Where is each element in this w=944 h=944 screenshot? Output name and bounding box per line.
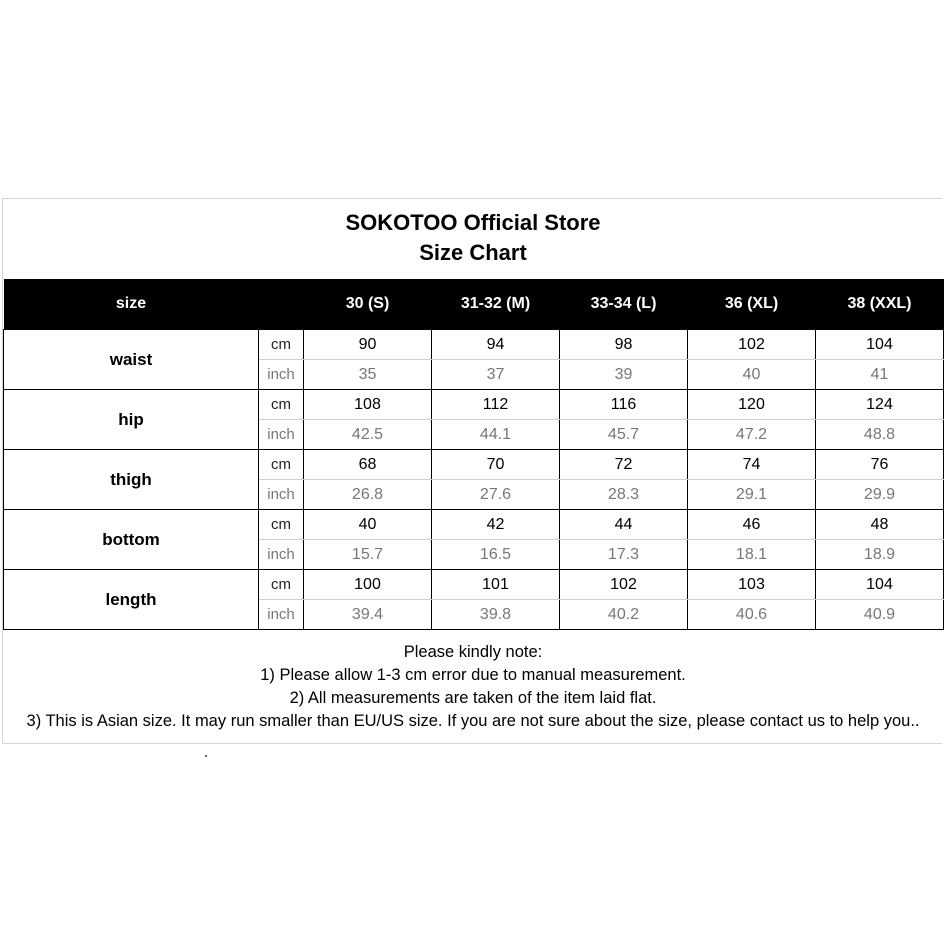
- table-cell: 120: [688, 390, 816, 420]
- row-label-waist: waist: [4, 330, 259, 390]
- table-cell: 116: [560, 390, 688, 420]
- table-header-row: [4, 279, 944, 330]
- table-cell: 40.6: [688, 600, 816, 630]
- table-cell: 104: [816, 570, 944, 600]
- table-row: [4, 450, 944, 480]
- table-cell: 102: [688, 330, 816, 360]
- table-cell: 108: [304, 390, 432, 420]
- table-cell: 16.5: [432, 540, 560, 570]
- unit-inch: inch: [259, 480, 304, 510]
- table-cell: 74: [688, 450, 816, 480]
- unit-inch: inch: [259, 540, 304, 570]
- column-header-size: size: [4, 279, 259, 330]
- table-row: [4, 570, 944, 600]
- table-cell: 103: [688, 570, 816, 600]
- unit-cm: cm: [259, 330, 304, 360]
- note-item-2: 2) All measurements are taken of the item laid flat.: [289, 689, 657, 707]
- table-cell: 68: [304, 450, 432, 480]
- table-cell: 46: [688, 510, 816, 540]
- stray-dot: [205, 755, 207, 757]
- table-cell: 40.9: [816, 600, 944, 630]
- table-cell: 40: [688, 360, 816, 390]
- row-label-length: length: [4, 570, 259, 630]
- table-cell: 37: [432, 360, 560, 390]
- column-header-xl: 36 (XL): [688, 279, 816, 330]
- unit-cm: cm: [259, 450, 304, 480]
- column-header-s: 30 (S): [304, 279, 432, 330]
- table-cell: 44: [560, 510, 688, 540]
- table-cell: 17.3: [560, 540, 688, 570]
- note-item-3: 3) This is Asian size. It may run smaller than EU/US size. If you are not sure about the size, please contact us to help you..: [26, 712, 920, 730]
- table-cell: 48: [816, 510, 944, 540]
- table-cell: 48.8: [816, 420, 944, 450]
- table-cell: 94: [432, 330, 560, 360]
- table-cell: 47.2: [688, 420, 816, 450]
- table-cell: 27.6: [432, 480, 560, 510]
- table-cell: 39: [560, 360, 688, 390]
- column-header-m: 31-32 (M): [432, 279, 560, 330]
- table-body: [4, 330, 944, 630]
- table-cell: 98: [560, 330, 688, 360]
- table-cell: 42: [432, 510, 560, 540]
- row-label-bottom: bottom: [4, 510, 259, 570]
- table-cell: 44.1: [432, 420, 560, 450]
- table-cell: 26.8: [304, 480, 432, 510]
- table-cell: 29.9: [816, 480, 944, 510]
- table-cell: 41: [816, 360, 944, 390]
- table-cell: 104: [816, 330, 944, 360]
- notes-heading: Please kindly note:: [403, 643, 543, 661]
- table-cell: 18.1: [688, 540, 816, 570]
- column-header-unit: [259, 279, 304, 330]
- unit-cm: cm: [259, 570, 304, 600]
- unit-inch: inch: [259, 420, 304, 450]
- table-cell: 102: [560, 570, 688, 600]
- table-cell: 29.1: [688, 480, 816, 510]
- table-cell: 100: [304, 570, 432, 600]
- row-label-hip: hip: [4, 390, 259, 450]
- size-table: [3, 279, 944, 630]
- table-cell: 112: [432, 390, 560, 420]
- size-chart-card: [2, 198, 942, 744]
- table-cell: 35: [304, 360, 432, 390]
- table-cell: 70: [432, 450, 560, 480]
- table-row: [4, 510, 944, 540]
- table-row: [4, 390, 944, 420]
- table-cell: 15.7: [304, 540, 432, 570]
- notes-section: [3, 641, 943, 733]
- row-label-thigh: thigh: [4, 450, 259, 510]
- unit-cm: cm: [259, 510, 304, 540]
- table-row: [4, 330, 944, 360]
- chart-title: Size Chart: [419, 240, 527, 265]
- table-cell: 76: [816, 450, 944, 480]
- table-cell: 90: [304, 330, 432, 360]
- table-cell: 28.3: [560, 480, 688, 510]
- table-cell: 72: [560, 450, 688, 480]
- table-cell: 101: [432, 570, 560, 600]
- store-name: SOKOTOO Official Store: [345, 210, 601, 235]
- unit-inch: inch: [259, 360, 304, 390]
- unit-inch: inch: [259, 600, 304, 630]
- table-cell: 40.2: [560, 600, 688, 630]
- column-header-xxl: 38 (XXL): [816, 279, 944, 330]
- table-cell: 45.7: [560, 420, 688, 450]
- note-item-1: 1) Please allow 1-3 cm error due to manual measurement.: [260, 666, 686, 684]
- table-cell: 40: [304, 510, 432, 540]
- table-cell: 42.5: [304, 420, 432, 450]
- table-cell: 39.8: [432, 600, 560, 630]
- table-cell: 39.4: [304, 600, 432, 630]
- column-header-l: 33-34 (L): [560, 279, 688, 330]
- table-cell: 124: [816, 390, 944, 420]
- table-cell: 18.9: [816, 540, 944, 570]
- unit-cm: cm: [259, 390, 304, 420]
